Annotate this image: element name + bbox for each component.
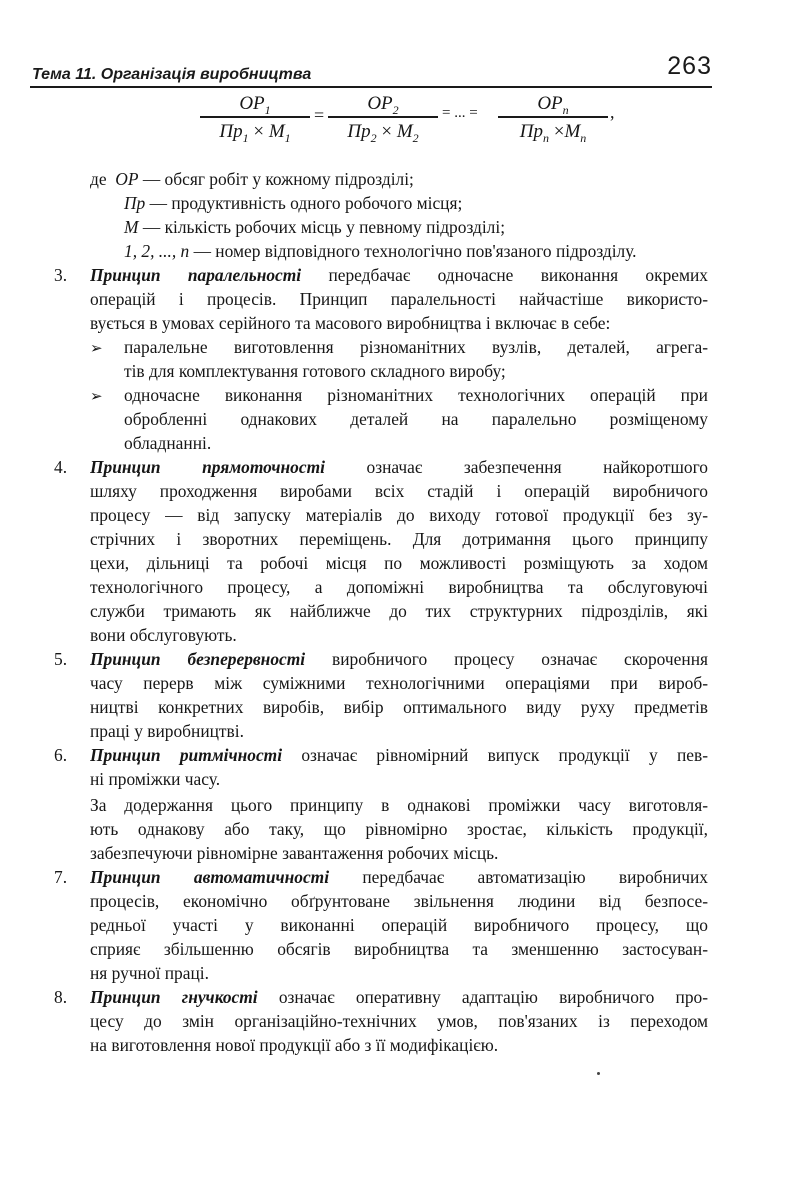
item-line: Принцип безперервності виробничого процесу означає скорочення (90, 649, 708, 669)
item-line: часу перерв між суміжними технологічними операціями при вироб- (90, 673, 708, 693)
principle-title: Принцип ритмічності (90, 745, 283, 765)
bullet-line: тів для комплектування готового складного виробу; (124, 361, 506, 381)
item-line: технологічного процесу, а допоміжні виробництва та обслуговуючі (90, 577, 708, 597)
item-line: ництві конкретних виробів, вибір оптимального виду руху предметів (90, 697, 708, 717)
item-line: редньої участі у виконанні операцій виробничого процесу, що (90, 915, 708, 935)
item-line: операцій і процесів. Принцип паралельності найчастіше використо- (90, 289, 708, 309)
definition-n: 1, 2, ..., n — номер відповідного технологічно пов'язаного підрозділу. (124, 241, 637, 261)
principle-title: Принцип паралельності (90, 265, 302, 285)
item-line: праці у виробництві. (90, 721, 244, 741)
arrow-bullet-icon: ➢ (90, 387, 103, 405)
item-number: 5. (54, 649, 68, 669)
principle-title: Принцип безперервності (90, 649, 306, 669)
bullet-line: паралельне виготовлення різноманітних вузлів, деталей, агрега- (124, 337, 708, 357)
item-line: процесів, економічно обґрунтоване звільнення людини від безпосе- (90, 891, 708, 911)
fraction-n: $OP_n$ $Пр_n \times M_n$ (498, 92, 608, 144)
principle-title: Принцип прямоточності (90, 457, 325, 477)
item-line: цехи, дільниці та робочі місця по можливості розміщують за ходом (90, 553, 708, 573)
item-line: служби тримають як найближче до тих структурних підрозділів, які (90, 601, 708, 621)
item-number: 4. (54, 457, 68, 477)
fraction-1: $OP_1$ $Пр_1 \times M_1$ (200, 92, 310, 144)
equals-sign: = (314, 105, 325, 125)
item-line: сприяє збільшенню обсягів виробництва та зменшенню застосуван- (90, 939, 708, 959)
item-line: вони обслуговують. (90, 625, 237, 645)
item-line: Принцип гнучкості означає оперативну адаптацію виробничого про- (90, 987, 708, 1007)
item-line: ні проміжки часу. (90, 769, 221, 789)
item-line: За додержання цього принципу в однакові проміжки часу виготовля- (90, 795, 708, 815)
fraction-2: $OP_2$ $Пр_2 \times M_2$ (328, 92, 438, 144)
item-line: Принцип прямоточності означає забезпечення найкоротшого (90, 457, 708, 477)
item-line: ня ручної праці. (90, 963, 209, 983)
item-line: ють однакову або таку, що рівномірно зростає, кількість продукції, (90, 819, 708, 839)
item-line: вується в умовах серійного та масового виробництва і включає в себе: (90, 313, 611, 333)
bullet-line: обробленні однакових деталей на паралельно розміщеному (124, 409, 708, 429)
stray-dot (597, 1072, 600, 1075)
definition-op: де OP — обсяг робіт у кожному підрозділі; (90, 169, 414, 189)
principle-title: Принцип гнучкості (90, 987, 258, 1007)
item-line: забезпечуючи рівномірне завантаження робочих місць. (90, 843, 499, 863)
proportion-formula: $OP_1$ $Пр_1 \times M_1$ = $OP_2$ $Пр_2 \times M_2$ = ... = $OP_n$ $Пр_n \times M_n$ , (190, 92, 610, 146)
page-header (30, 52, 712, 88)
item-line: цесу до змін організаційно-технічних умов, пов'язаних із переходом (90, 1011, 708, 1031)
item-number: 3. (54, 265, 68, 285)
principle-title: Принцип автоматичності (90, 867, 330, 887)
item-line: стрічних і зворотних переміщень. Для дотримання цього принципу (90, 529, 708, 549)
definition-pr: Пр — продуктивність одного робочого місця; (124, 193, 463, 213)
page-number: 263 (667, 52, 712, 80)
chapter-title: Тема 11. Організація виробництва (32, 66, 312, 83)
bullet-line: одночасне виконання різноманітних технологічних операцій при (124, 385, 708, 405)
item-line: процесу — від запуску матеріалів до виходу готової продукції без зу- (90, 505, 708, 525)
item-number: 8. (54, 987, 68, 1007)
header-rule (30, 86, 712, 88)
bullet-line: обладнанні. (124, 433, 212, 453)
arrow-bullet-icon: ➢ (90, 339, 103, 357)
item-number: 6. (54, 745, 68, 765)
item-line: Принцип ритмічності означає рівномірний випуск продукції у пев- (90, 745, 708, 765)
ellipsis-equals: = ... = (442, 105, 478, 121)
item-line: на виготовлення нової продукції або з її модифікацією. (90, 1035, 499, 1055)
item-number: 7. (54, 867, 68, 887)
item-line: Принцип автоматичності передбачає автоматизацію виробничих (90, 867, 708, 887)
item-line: шляху проходження виробами всіх стадій і операцій виробничого (90, 481, 708, 501)
item-line: Принцип паралельності передбачає одночасне виконання окремих (90, 265, 708, 285)
definition-m: M — кількість робочих місць у певному підрозділі; (124, 217, 506, 237)
